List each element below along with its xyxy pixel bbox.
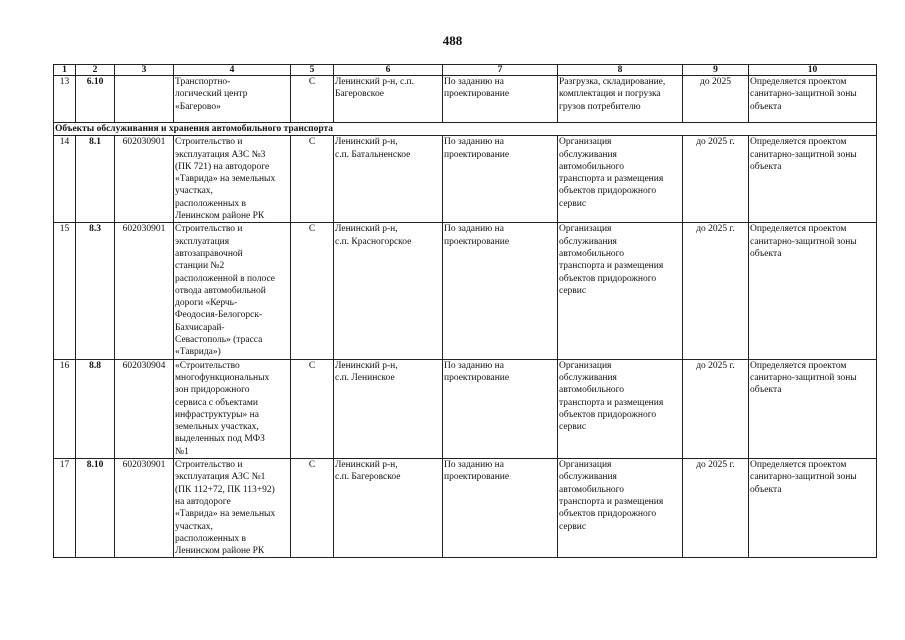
object-deadline: до 2025 — [683, 76, 749, 123]
object-location: Ленинский р-н, с.п. Батальненское — [334, 136, 443, 223]
object-name: «Строительство многофункциональных зон придорожного сервиса с объектами инфраструктуры» на земельных участках, выделенных под МФЗ №1 — [174, 359, 291, 458]
item-code: 6.10 — [76, 76, 115, 123]
column-header: 4 — [174, 65, 291, 76]
table-row — [54, 136, 877, 223]
object-name: Транспортно- логический центр «Багерово» — [174, 76, 291, 123]
object-location: Ленинский р-н, с.п. Красногорское — [334, 223, 443, 359]
object-purpose: Организация обслуживания автомобильного транспорта и размещения объектов придорожного сервис — [558, 459, 683, 558]
object-code: 602030901 — [115, 136, 174, 223]
object-code: 602030901 — [115, 459, 174, 558]
objects-table — [53, 64, 877, 558]
object-status: С — [291, 76, 334, 123]
object-basis: По заданию на проектирование — [443, 459, 558, 558]
object-location: Ленинский р-н, с.п. Багеровское — [334, 76, 443, 123]
object-name: Строительство и эксплуатация АЗС №1 (ПК 112+72, ПК 113+92) на автодороге «Таврида» на земельных участках, расположенных в Ленинском районе РК — [174, 459, 291, 558]
column-header: 3 — [115, 65, 174, 76]
item-code: 8.10 — [76, 459, 115, 558]
sanitary-zone: Определяется проектом санитарно-защитной зоны объекта — [749, 136, 877, 223]
object-purpose: Разгрузка, складирование, комплектация и погрузка грузов потребителю — [558, 76, 683, 123]
object-deadline: до 2025 г. — [683, 223, 749, 359]
row-number: 16 — [54, 359, 76, 458]
object-name: Строительство и эксплуатация автозаправочной станции №2 расположенной в полосе отвода автомобильной дороги «Керчь- Феодосия-Белогорск- Бахчисарай- Севастополь» (трасса «Таврида») — [174, 223, 291, 359]
object-purpose: Организация обслуживания автомобильного транспорта и размещения объектов придорожного сервис — [558, 223, 683, 359]
section-row — [54, 123, 877, 136]
object-location: Ленинский р-н, с.п. Багеровское — [334, 459, 443, 558]
object-basis: По заданию на проектирование — [443, 76, 558, 123]
table-row — [54, 223, 877, 359]
item-code: 8.8 — [76, 359, 115, 458]
column-header: 6 — [334, 65, 443, 76]
column-header: 9 — [683, 65, 749, 76]
object-code: 602030901 — [115, 223, 174, 359]
column-header: 1 — [54, 65, 76, 76]
object-deadline: до 2025 г. — [683, 359, 749, 458]
column-header: 7 — [443, 65, 558, 76]
column-header: 5 — [291, 65, 334, 76]
section-title: Объекты обслуживания и хранения автомобильного транспорта — [54, 123, 877, 136]
row-number: 17 — [54, 459, 76, 558]
item-code: 8.3 — [76, 223, 115, 359]
object-basis: По заданию на проектирование — [443, 223, 558, 359]
object-code: 602030904 — [115, 359, 174, 458]
table-row — [54, 459, 877, 558]
column-header: 2 — [76, 65, 115, 76]
object-purpose: Организация обслуживания автомобильного транспорта и размещения объектов придорожного сервис — [558, 136, 683, 223]
object-status: С — [291, 359, 334, 458]
row-number: 15 — [54, 223, 76, 359]
column-header: 10 — [749, 65, 877, 76]
table-row — [54, 359, 877, 458]
row-number: 13 — [54, 76, 76, 123]
sanitary-zone: Определяется проектом санитарно-защитной зоны объекта — [749, 223, 877, 359]
object-deadline: до 2025 г. — [683, 136, 749, 223]
object-name: Строительство и эксплуатация АЗС №3 (ПК 721) на автодороге «Таврида» на земельных участках, расположенных в Ленинском районе РК — [174, 136, 291, 223]
object-location: Ленинский р-н, с.п. Ленинское — [334, 359, 443, 458]
row-number: 14 — [54, 136, 76, 223]
sanitary-zone: Определяется проектом санитарно-защитной зоны объекта — [749, 359, 877, 458]
object-basis: По заданию на проектирование — [443, 359, 558, 458]
column-header: 8 — [558, 65, 683, 76]
object-purpose: Организация обслуживания автомобильного транспорта и размещения объектов придорожного сервис — [558, 359, 683, 458]
object-status: С — [291, 459, 334, 558]
table-row — [54, 76, 877, 123]
object-code — [115, 76, 174, 123]
object-deadline: до 2025 г. — [683, 459, 749, 558]
object-status: С — [291, 223, 334, 359]
object-status: С — [291, 136, 334, 223]
header-row — [54, 65, 877, 76]
item-code: 8.1 — [76, 136, 115, 223]
page-number: 488 — [442, 33, 463, 48]
sanitary-zone: Определяется проектом санитарно-защитной зоны объекта — [749, 76, 877, 123]
object-basis: По заданию на проектирование — [443, 136, 558, 223]
sanitary-zone: Определяется проектом санитарно-защитной зоны объекта — [749, 459, 877, 558]
